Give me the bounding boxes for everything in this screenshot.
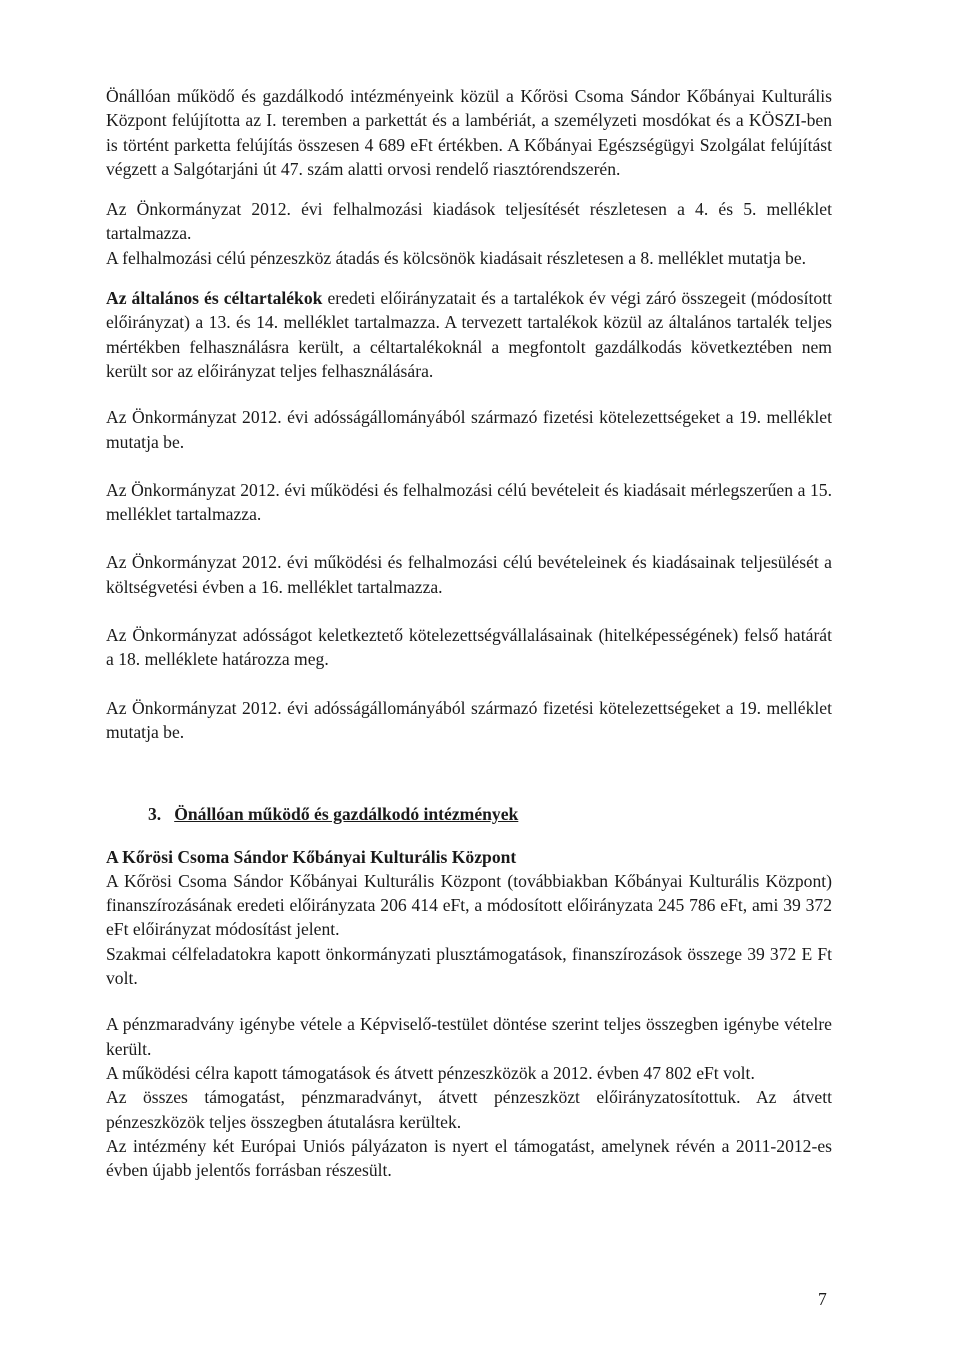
institution-paragraph-supplements: Szakmai célfeladatokra kapott önkormányzati plusztámogatások, finanszírozások összege 39 372 E Ft volt. [106, 943, 832, 989]
paragraph-reserves [106, 286, 832, 383]
paragraph-capital-transfers: A felhalmozási célú pénzeszköz átadás és kölcsönök kiadásait részletesen a 8. melléklet mutatja be. [106, 247, 807, 268]
institution-paragraph-eu-projects: Az intézmény két Európai Uniós pályázaton is nyert el támogatást, amelynek révén a 2011-2012-es évben újabb jelentős forrásban részesült. [106, 1135, 832, 1181]
section-number: 3. [148, 804, 162, 825]
text-column [106, 84, 832, 1182]
reserves-text: eredeti előirányzatait és a tartalékok év végi záró összegeit (módosított előirányzat) a 13. és 14. melléklet tartalmazza. A tervezett tartalékok közül az általános tartalék teljes mértékben felhasználásra került, a céltartalékoknál a megfontolt gazdálkodás következtében nem került sor az előirányzat teljes felhasználására. [106, 288, 832, 381]
institution-paragraph-appropriation: Az összes támogatást, pénzmaradványt, átvett pénzeszközt előirányzatosítottuk. Az átvett pénzeszközök teljes összegben átutalásra kerültek. [106, 1087, 832, 1132]
section-heading [106, 802, 832, 826]
paragraph-balance: Az Önkormányzat 2012. évi működési és felhalmozási célú bevételeit és kiadásait mérlegszerűen a 15. melléklet tartalmazza. [106, 479, 832, 525]
institution-paragraph-operating-grants: A működési célra kapott támogatások és átvett pénzeszközök a 2012. évben 47 802 eFt volt. [106, 1062, 755, 1083]
section-title: Önállóan működő és gazdálkodó intézmények [174, 804, 519, 825]
paragraph-debt-limit: Az Önkormányzat adósságot keletkeztető kötelezettségvállalásainak (hitelképességének) felső határát a 18. melléklete határozza meg. [106, 625, 832, 670]
institution-title: A Kőrösi Csoma Sándor Kőbányai Kulturális Központ [106, 846, 517, 867]
paragraph-debt-obligations: Az Önkormányzat 2012. évi adósságállományából származó fizetési kötelezettségeket a 19. melléklet mutatja be. [106, 407, 832, 452]
page-number: 7 [818, 1289, 827, 1309]
paragraph-capital-expenditure: Az Önkormányzat 2012. évi felhalmozási kiadások teljesítését részletesen a 4. és 5. melléklet tartalmazza. [106, 199, 832, 244]
institution-paragraph-financing: A Kőrösi Csoma Sándor Kőbányai Kulturális Központ (továbbiakban Kőbányai Kulturális Központ) finanszírozásának eredeti előirányzata 206 414 eFt, a módosított előirányzata 245 786 eFt, ami 39 372 eFt előirányzat módosítást jelent. [106, 870, 832, 940]
paragraph-debt-obligations-repeat: Az Önkormányzat 2012. évi adósságállományából származó fizetési kötelezettségeket a 19. melléklet mutatja be. [106, 697, 832, 742]
paragraph-fulfilment: Az Önkormányzat 2012. évi működési és felhalmozási célú bevételeinek és kiadásainak teljesülését a költségvetési évben a 16. melléklet tartalmazza. [106, 552, 832, 597]
paragraph-renovations: Önállóan működő és gazdálkodó intézményeink közül a Kőrösi Csoma Sándor Kőbányai Kulturális Központ felújította az I. teremben a parkettát és a lambériát, a személyzeti mosdókat és a KÖSZI-ben is történt parketta felújítás összesen 4 689 eFt értékben. A Kőbányai Egészségügyi Szolgálat felújítást végzett a Salgótarjáni út 47. szám alatti orvosi rendelő riasztórendszerén. [106, 86, 832, 179]
institution-paragraph-residual: A pénzmaradvány igénybe vétele a Képviselő-testület döntése szerint teljes összegben igénybe vételre került. [106, 1014, 832, 1059]
reserves-bold-lead: Az általános és céltartalékok [106, 288, 323, 309]
